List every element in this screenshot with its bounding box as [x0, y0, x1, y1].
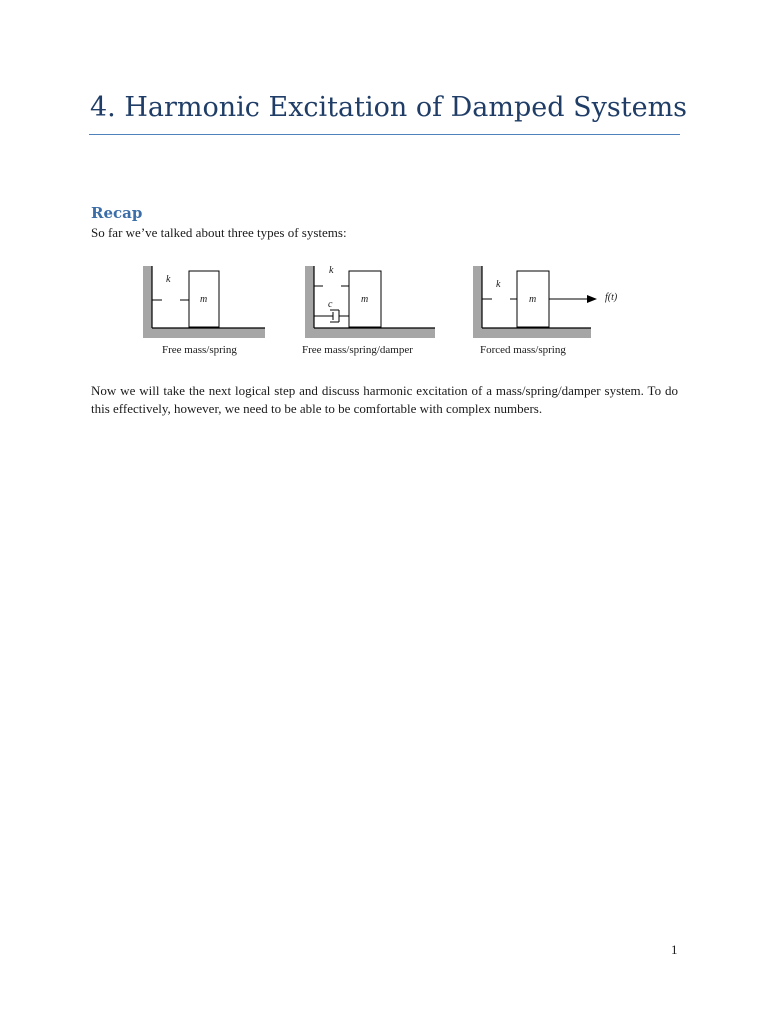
spring-label: k — [496, 279, 501, 290]
section-heading: Recap — [91, 204, 143, 222]
mass-label: m — [361, 294, 369, 305]
spring-label: k — [329, 265, 334, 276]
figure-free-mass-spring-damper — [305, 262, 435, 340]
mass-label: m — [200, 294, 208, 305]
mass-label: m — [529, 294, 537, 305]
caption-free-mass-spring-damper: Free mass/spring/damper — [302, 344, 413, 356]
page-title: 4. Harmonic Excitation of Damped Systems — [90, 92, 688, 123]
floor-shading — [473, 328, 591, 338]
title-underline — [89, 134, 680, 135]
force-label: f(t) — [605, 292, 618, 303]
wall-shading — [473, 266, 482, 338]
force-arrow-head — [587, 295, 597, 303]
intro-text: So far we’ve talked about three types of systems: — [91, 225, 347, 240]
body-paragraph: Now we will take the next logical step and discuss harmonic excitation of a mass/spring/damper system. To do this effectively, however, we need to be able to be comfortable with complex numbers. — [91, 383, 678, 416]
damper-label: c — [328, 299, 333, 310]
mass-spring-damper-diagram — [305, 262, 435, 340]
mass-spring-diagram — [143, 262, 265, 340]
floor-shading — [305, 328, 435, 338]
wall-shading — [143, 266, 152, 338]
wall-shading — [305, 266, 314, 338]
caption-free-mass-spring: Free mass/spring — [162, 344, 237, 356]
figure-forced-mass-spring — [473, 262, 631, 340]
spring-label: k — [166, 274, 171, 285]
forced-mass-spring-diagram — [473, 262, 631, 340]
figure-free-mass-spring — [143, 262, 265, 340]
floor-shading — [143, 328, 265, 338]
page-number: 1 — [671, 942, 678, 957]
caption-forced-mass-spring: Forced mass/spring — [480, 344, 566, 356]
